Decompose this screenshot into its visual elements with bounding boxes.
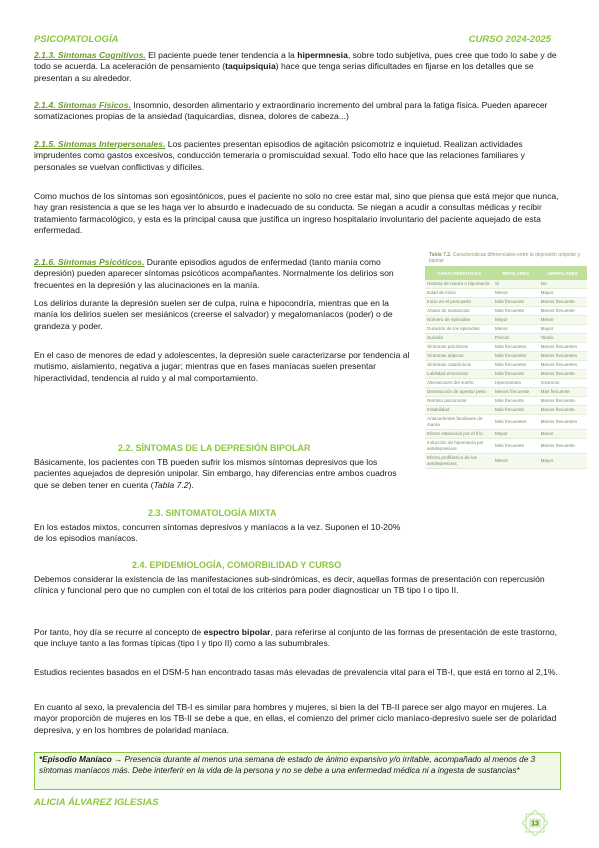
table-row xyxy=(425,352,587,361)
table-cell: Menos frecuentes xyxy=(539,343,587,352)
table-row xyxy=(425,307,587,316)
table-cell: Suicidio xyxy=(425,334,493,343)
table-cell: Menos frecuente xyxy=(539,307,587,316)
manic-episode-callout xyxy=(34,752,561,790)
table-cell: Hipersomnia xyxy=(493,379,539,388)
table-cell: Menos frecuente xyxy=(539,406,587,415)
table-cell: Labilidad emocional xyxy=(425,370,493,379)
table-row xyxy=(425,280,587,289)
table-cell: Más frecuente xyxy=(493,439,539,454)
section-title-2-3: 2.3. SINTOMATOLOGÍA MIXTA xyxy=(148,508,277,518)
table-cell: Edad de inicio xyxy=(425,289,493,298)
table-cell: Menos frecuente xyxy=(539,370,587,379)
table-cell: Mayor xyxy=(539,325,587,334)
paragraph-physical: 2.1.4. Síntomas Físicos. Insomnio, desorden alimentario y extraordinario incremento del umbral para la fatiga física. Pueden aparecer somatizaciones propias de la ansiedad (taquicardias, disnea, dolores de cabeza...) xyxy=(34,100,548,122)
table-cell: Abuso de sustancias xyxy=(425,307,493,316)
table-cell: Sí xyxy=(493,280,539,289)
table-cell: Historia de manía o hipomanía xyxy=(425,280,493,289)
table-cell: Más frecuente xyxy=(539,388,587,397)
table-row xyxy=(425,325,587,334)
table-cell: Más frecuente xyxy=(493,370,539,379)
paragraph-bipolar-depression: Básicamente, los pacientes con TB pueden sufrir los mismos síntomas depresivos que los pacientes aquejados de depresión unipolar. Sin embargo, hay diferencias entre ambos cuadros que se deben tener en cuenta (Tabla 7.2). xyxy=(34,457,397,490)
table-row xyxy=(425,406,587,415)
table-cell: Alteraciones del sueño xyxy=(425,379,493,388)
table-cell: Más frecuente xyxy=(493,406,539,415)
header-course: CURSO 2024-2025 xyxy=(468,34,551,45)
table-body xyxy=(425,280,587,469)
table-cell: Síntomas psicóticos xyxy=(425,343,493,352)
table-cell: Inicio en el post-parto xyxy=(425,298,493,307)
paragraph-egosyntonic: Como muchos de los síntomas son egosintónicos, pues el paciente no solo no cree estar mal, sino que piensa que está mejor que nunca, hay gran resistencia a que se les haga ver lo absurdo e inadecuado de su conducta. Se niegan a acudir a consultas médicas y recibir tratamiento farmacológico, y esta es la principal causa que justifica un ingreso hospitalario involuntario del paciente aquejado de esta enfermedad. xyxy=(34,191,559,236)
table-cell: Mayor xyxy=(493,316,539,325)
table-cell: Menor xyxy=(493,325,539,334)
table-row xyxy=(425,430,587,439)
table-row xyxy=(425,439,587,454)
page-number-badge xyxy=(522,810,548,836)
table-cell: Más frecuente xyxy=(493,307,539,316)
subsection-heading: 2.1.4. Síntomas Físicos. xyxy=(34,100,131,110)
table-cell: Disminución de apetito/ peso xyxy=(425,388,493,397)
table-cell: Mayor xyxy=(539,454,587,469)
table-row xyxy=(425,415,587,430)
table-cell: Mayor xyxy=(539,289,587,298)
table-row xyxy=(425,298,587,307)
table-row xyxy=(425,454,587,469)
table-cell: Síntomas catatónicos xyxy=(425,361,493,370)
footer-author: ALICIA ÁLVAREZ IGLESIAS xyxy=(34,797,159,808)
table-row xyxy=(425,289,587,298)
callout-term: *Episodio Maníaco → xyxy=(39,755,125,764)
paragraph-minors: En el caso de menores de edad y adolescentes, la depresión suele caracterizarse por tendencia al mutismo, aislamiento, negativa a jugar; mientras que en fases maníacas suelen presentar hiperactividad, tendencia al ruido y al mal comportamiento. xyxy=(34,350,410,383)
paragraph-epidemiology: Debemos considerar la existencia de las manifestaciones sub-sindrómicas, es decir, aquellas formas de presentación con repercusión clínica y funcional pero que no cumplen con el total de los criterios para poder diagnosticar un TB tipo I o tipo II. xyxy=(34,574,545,596)
table-row xyxy=(425,397,587,406)
table-cell: Efecto estacional por el frío xyxy=(425,430,493,439)
table-cell: Duración de los episodios xyxy=(425,325,493,334)
paragraph-cognitive: 2.1.3. Síntomas Cognitivos. El paciente puede tener tendencia a la hipermnesia, sobre todo subjetiva, pues cree que todo lo sabe y de todo se acuerda. La aceleración de pensamiento (taquipsiquia) hace que tenga serias dificultades en fijarse en los detalles que se presentan a su alrededor. xyxy=(34,50,557,83)
paragraph-mixed: En los estados mixtos, concurren síntomas depresivos y maníacos a la vez. Suponen el 10-20% de los episodios maníacos. xyxy=(34,522,401,544)
table-row xyxy=(425,343,587,352)
table-cell: Más frecuentes xyxy=(493,343,539,352)
table-cell: Menor xyxy=(493,289,539,298)
table-cell: Más frecuentes xyxy=(493,415,539,430)
table-header-cell: CARACTERÍSTICAS xyxy=(425,266,493,280)
paragraph-spectrum: Por tanto, hoy día se recurre al concepto de espectro bipolar, para referirse al conjunto de las formas de presentación de este trastorno, que incluye tanto a las formas típicas (tipo I y tipo II) como a las subumbrales. xyxy=(34,627,558,649)
table-row xyxy=(425,316,587,325)
table-cell: Síntomas atípicos xyxy=(425,352,493,361)
table-cell: Menor xyxy=(539,430,587,439)
paragraph-psychotic: 2.1.6. Síntomas Psicóticos. Durante episodios agudos de enfermedad (tanto manía como depresión) pueden aparecer síntomas psicóticos acompañantes. Normalmente los delirios son frecuentes en la depresión y las alucinaciones en la manía. xyxy=(34,257,394,290)
table-cell: Retraso psicomotor xyxy=(425,397,493,406)
table-header-cell: UNIPOLARES xyxy=(539,266,587,280)
table-row xyxy=(425,361,587,370)
table-cell: Menos frecuente xyxy=(493,388,539,397)
table-cell: Tardío xyxy=(539,334,587,343)
table-header-row xyxy=(425,266,587,280)
table-cell: No xyxy=(539,280,587,289)
table-cell: Menos frecuentes xyxy=(539,352,587,361)
table-cell: Más frecuentes xyxy=(493,352,539,361)
section-title-2-4: 2.4. EPIDEMIOLOGÍA, COMORBILIDAD Y CURSO xyxy=(132,560,342,570)
table-7-2 xyxy=(425,252,587,469)
table-header-cell: BIPOLARES xyxy=(493,266,539,280)
table-cell: Más frecuente xyxy=(493,397,539,406)
table-cell: Antecedentes familiares de manía xyxy=(425,415,493,430)
table-cell: Menos frecuentes xyxy=(539,361,587,370)
callout-body: Presencia durante al menos una semana de estado de ánimo expansivo y/o irritable, acompañado al menos de 3 síntomas maníacos más. Debe interferir en la vida de la persona y no se debe a una enfermedad médica ni a ingesta de sustancias* xyxy=(39,755,536,775)
table-cell: Menos frecuente xyxy=(539,439,587,454)
section-title-2-2: 2.2. SÍNTOMAS DE LA DEPRESIÓN BIPOLAR xyxy=(118,443,311,453)
table-row xyxy=(425,334,587,343)
table-cell: Efecto profiláctico de los antidepresivos xyxy=(425,454,493,469)
paragraph-dsm5: Estudios recientes basados en el DSM-5 han encontrado tasas más elevadas de prevalencia vital para el TB-I, que está en torno al 2,1%. xyxy=(34,667,558,677)
paragraph-interpersonal: 2.1.5. Síntomas Interpersonales. Los pacientes presentan episodios de agitación psicomotriz e inquietud. Realizan actividades imprudentes como gastos excesivos, conducción temeraria o promiscuidad sexual. Todo ello hace que las relaciones familiares y personales se vuelvan conflictivas y difíciles. xyxy=(34,139,525,172)
table-cell: Irritabilidad xyxy=(425,406,493,415)
table-cell: Mayor xyxy=(493,430,539,439)
table-row xyxy=(425,388,587,397)
table-cell: Menos frecuente xyxy=(539,397,587,406)
table-cell: Precoz xyxy=(493,334,539,343)
table-cell: Menor xyxy=(539,316,587,325)
table-row xyxy=(425,370,587,379)
table-cell: Más frecuentes xyxy=(493,361,539,370)
comparison-table xyxy=(425,266,587,469)
table-cell: Inducción de hipomanía por antidepresivos xyxy=(425,439,493,454)
table-cell: Menos frecuentes xyxy=(539,415,587,430)
header-subject: PSICOPATOLOGÍA xyxy=(34,34,119,45)
page-header xyxy=(34,34,565,48)
table-row xyxy=(425,379,587,388)
table-cell: Menos frecuente xyxy=(539,298,587,307)
table-caption: Tabla 7.2. Características diferenciales entre la depresión unipolar y bipolar xyxy=(429,252,581,264)
table-reference: Tabla 7.2 xyxy=(153,479,189,490)
subsection-heading: 2.1.3. Síntomas Cognitivos. xyxy=(34,50,146,60)
paragraph-delusions: Los delirios durante la depresión suelen ser de culpa, ruina e hipocondría, mientras que en la manía los delirios suelen ser mesiánicos (creerse el salvador) y megalomaníacos (poder) o de grandeza y poder. xyxy=(34,298,393,331)
table-cell: Más frecuente xyxy=(493,298,539,307)
paragraph-sex: En cuanto al sexo, la prevalencia del TB-I es similar para hombres y mujeres, si bien la del TB-II parece ser algo mayor en mujeres. La mayor proporción de mujeres en los TB-II se debe a que, en ellas, el comienzo del primer ciclo maníaco-depresivo suele ser de polaridad depresiva, y en los hombres de polaridad maníaca. xyxy=(34,702,557,735)
table-cell: Insomnio xyxy=(539,379,587,388)
subsection-heading: 2.1.5. Síntomas Interpersonales. xyxy=(34,139,166,149)
subsection-heading: 2.1.6. Síntomas Psicóticos. xyxy=(34,257,145,267)
table-cell: Número de episodios xyxy=(425,316,493,325)
table-cell: Menor xyxy=(493,454,539,469)
page-number: 13 xyxy=(531,820,539,828)
